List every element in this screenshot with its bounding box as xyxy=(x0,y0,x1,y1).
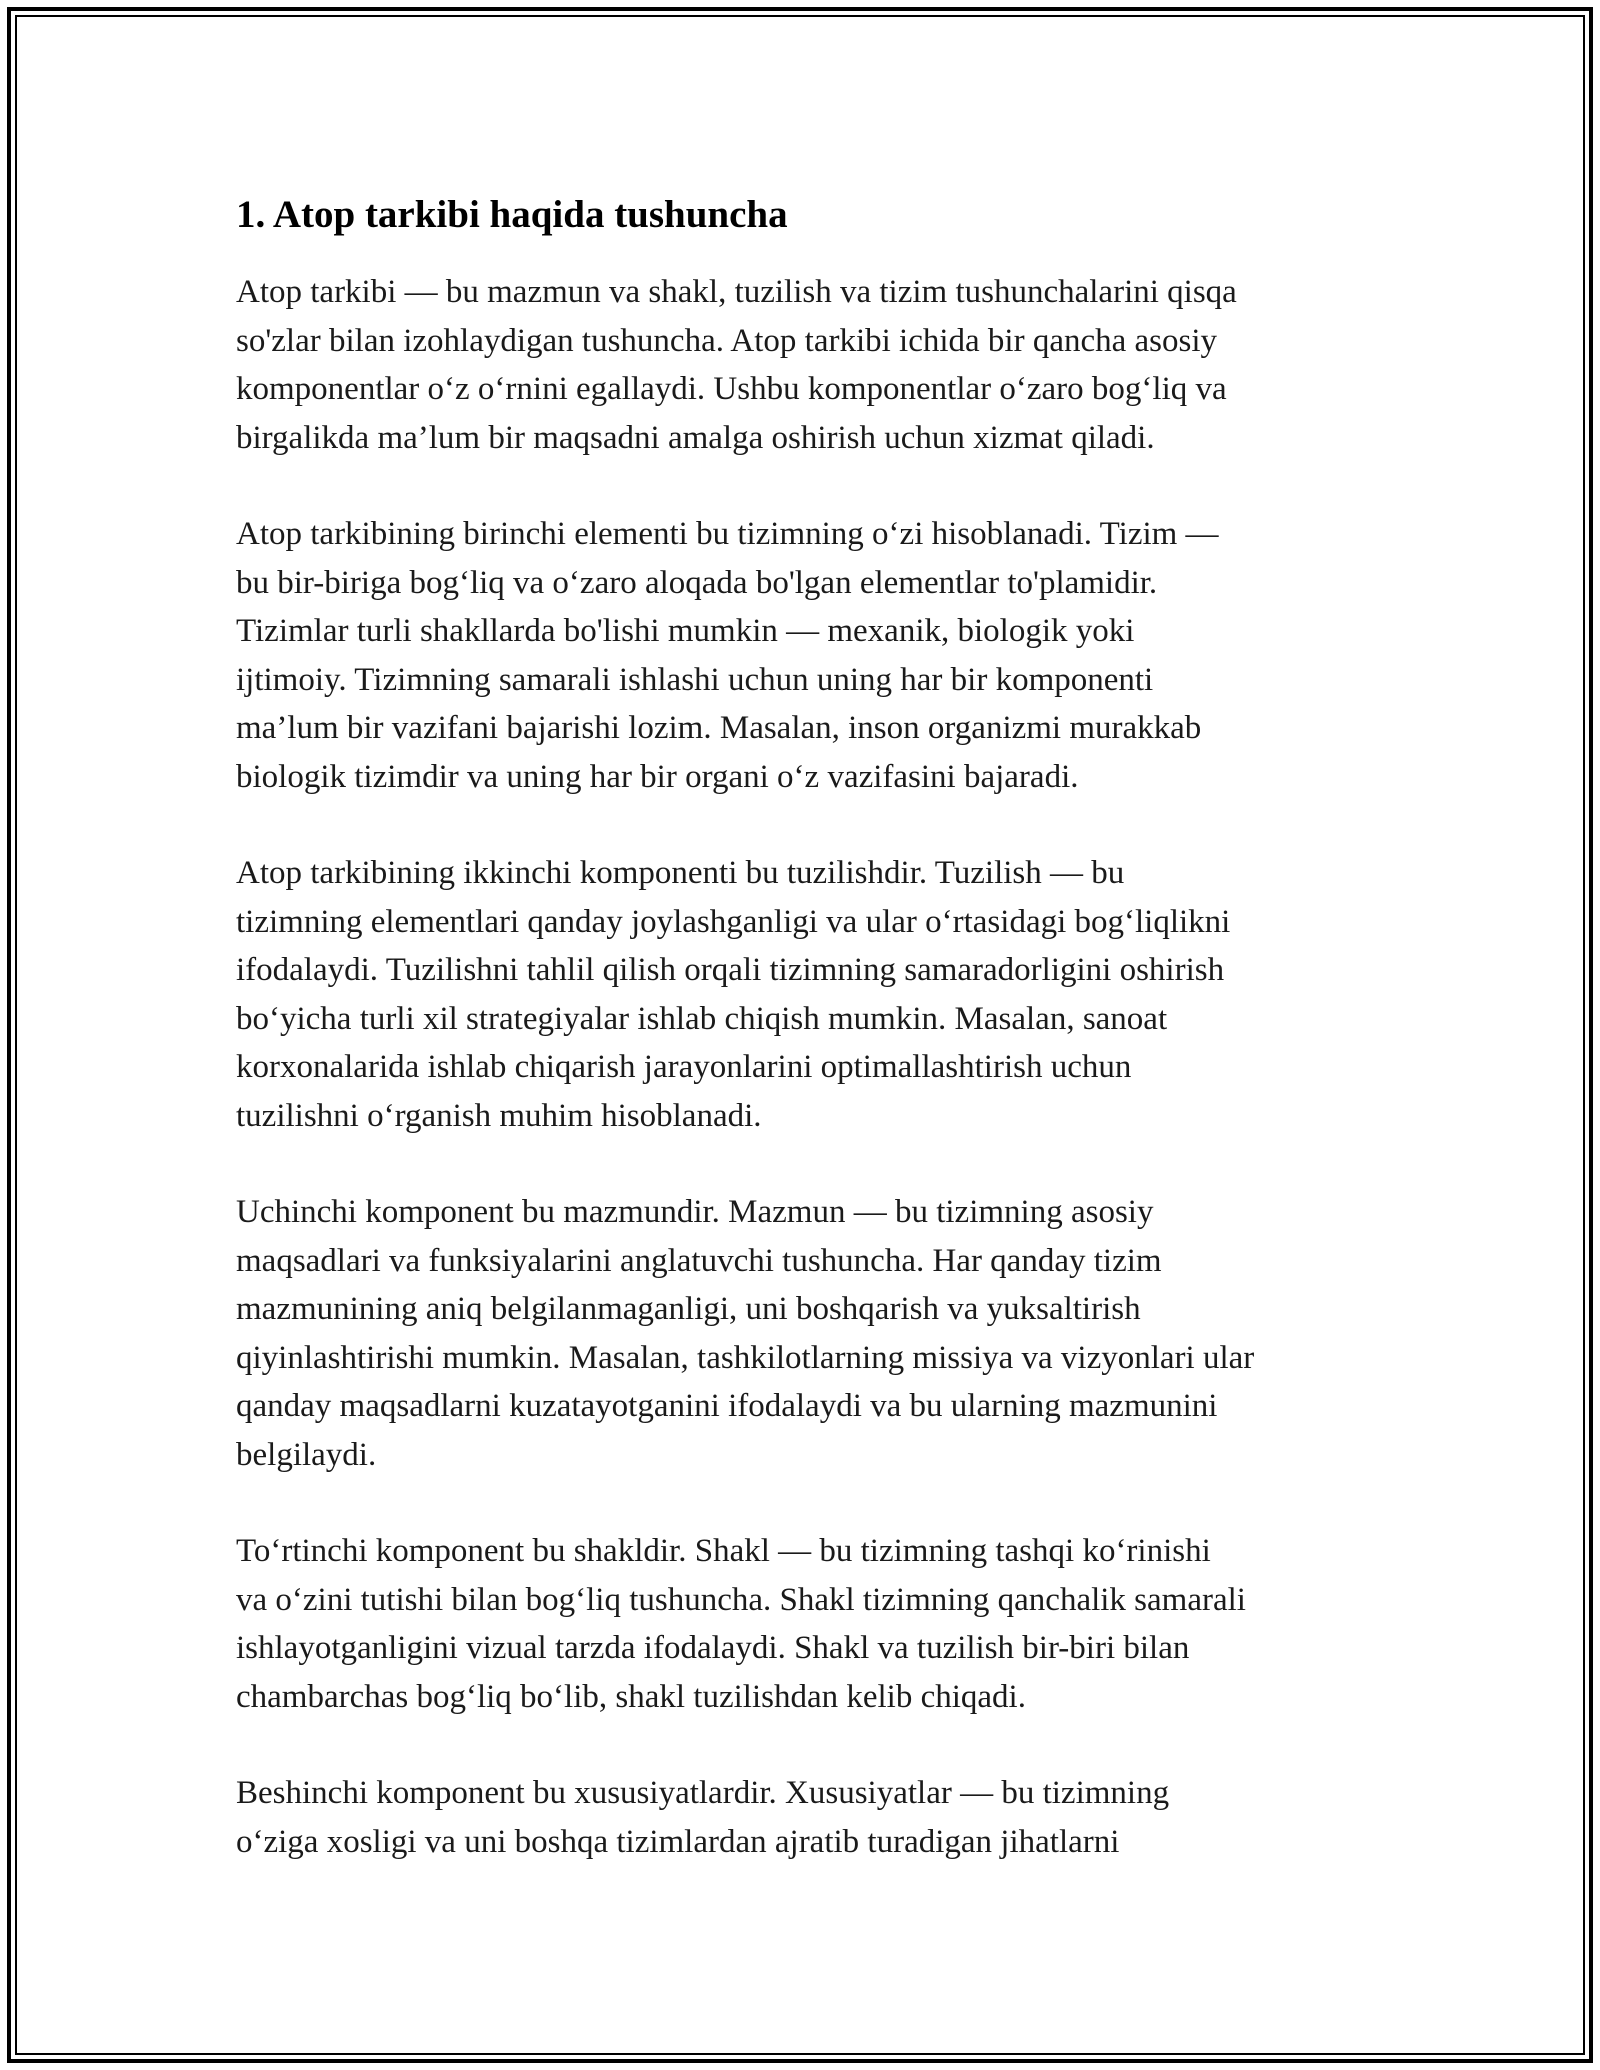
paragraph-1: Atop tarkibi — bu mazmun va shakl, tuzilish va tizim tushunchalarini qisqa so'zlar bilan izohlaydigan tushuncha. Atop tarkibi ichida bir qancha asosiy komponentlar o‘z o‘rnini egallaydi. Ushbu komponentlar o‘zaro bog‘liq va birgalikda ma’lum bir maqsadni amalga oshirish uchun xizmat qiladi. xyxy=(236,274,1237,456)
paragraph-4: Uchinchi komponent bu mazmundir. Mazmun — bu tizimning asosiy maqsadlari va funksiyalarini anglatuvchi tushuncha. Har qanday tizim mazmunining aniq belgilanmaganligi, uni boshqarish va yuksaltirish qiyinlashtirishi mumkin. Masalan, tashkilotlarning missiya va vizyonlari ular qanday maqsadlarni kuzatayotganini ifodalaydi va bu ularning mazmunini belgilaydi. xyxy=(236,1194,1255,1473)
paragraph-2: Atop tarkibining birinchi elementi bu tizimning o‘zi hisoblanadi. Tizim — bu bir-biriga bog‘liq va o‘zaro aloqada bo'lgan elementlar to'plamidir. Tizimlar turli shakllarda bo'lishi mumkin — mexanik, biologik yoki ijtimoiy. Tizimning samarali ishlashi uchun uning har bir komponenti ma’lum bir vazifani bajarishi lozim. Masalan, inson organizmi murakkab biologik tizimdir va uning har bir organi o‘z vazifasini bajaradi. xyxy=(236,516,1219,795)
section-heading: 1. Atop tarkibi haqida tushuncha xyxy=(236,193,788,236)
document-body xyxy=(236,188,1386,1914)
paragraph-3: Atop tarkibining ikkinchi komponenti bu tuzilishdir. Tuzilish — bu tizimning elementlari qanday joylashganligi va ular o‘rtasidagi bog‘liqlikni ifodalaydi. Tuzilishni tahlil qilish orqali tizimning samaradorligini oshirish bo‘yicha turli xil strategiyalar ishlab chiqish mumkin. Masalan, sanoat korxonalarida ishlab chiqarish jarayonlarini optimallashtirish uchun tuzilishni o‘rganish muhim hisoblanadi. xyxy=(236,855,1231,1134)
paragraph-6: Beshinchi komponent bu xususiyatlardir. Xususiyatlar — bu tizimning o‘ziga xosligi va uni boshqa tizimlardan ajratib turadigan jihatlarni xyxy=(236,1775,1170,1860)
paragraph-5: To‘rtinchi komponent bu shakldir. Shakl — bu tizimning tashqi ko‘rinishi va o‘zini tutishi bilan bog‘liq tushuncha. Shakl tizimning qanchalik samarali ishlayotganligini vizual tarzda ifodalaydi. Shakl va tuzilish bir-biri bilan chambarchas bog‘liq bo‘lib, shakl tuzilishdan kelib chiqadi. xyxy=(236,1533,1246,1715)
